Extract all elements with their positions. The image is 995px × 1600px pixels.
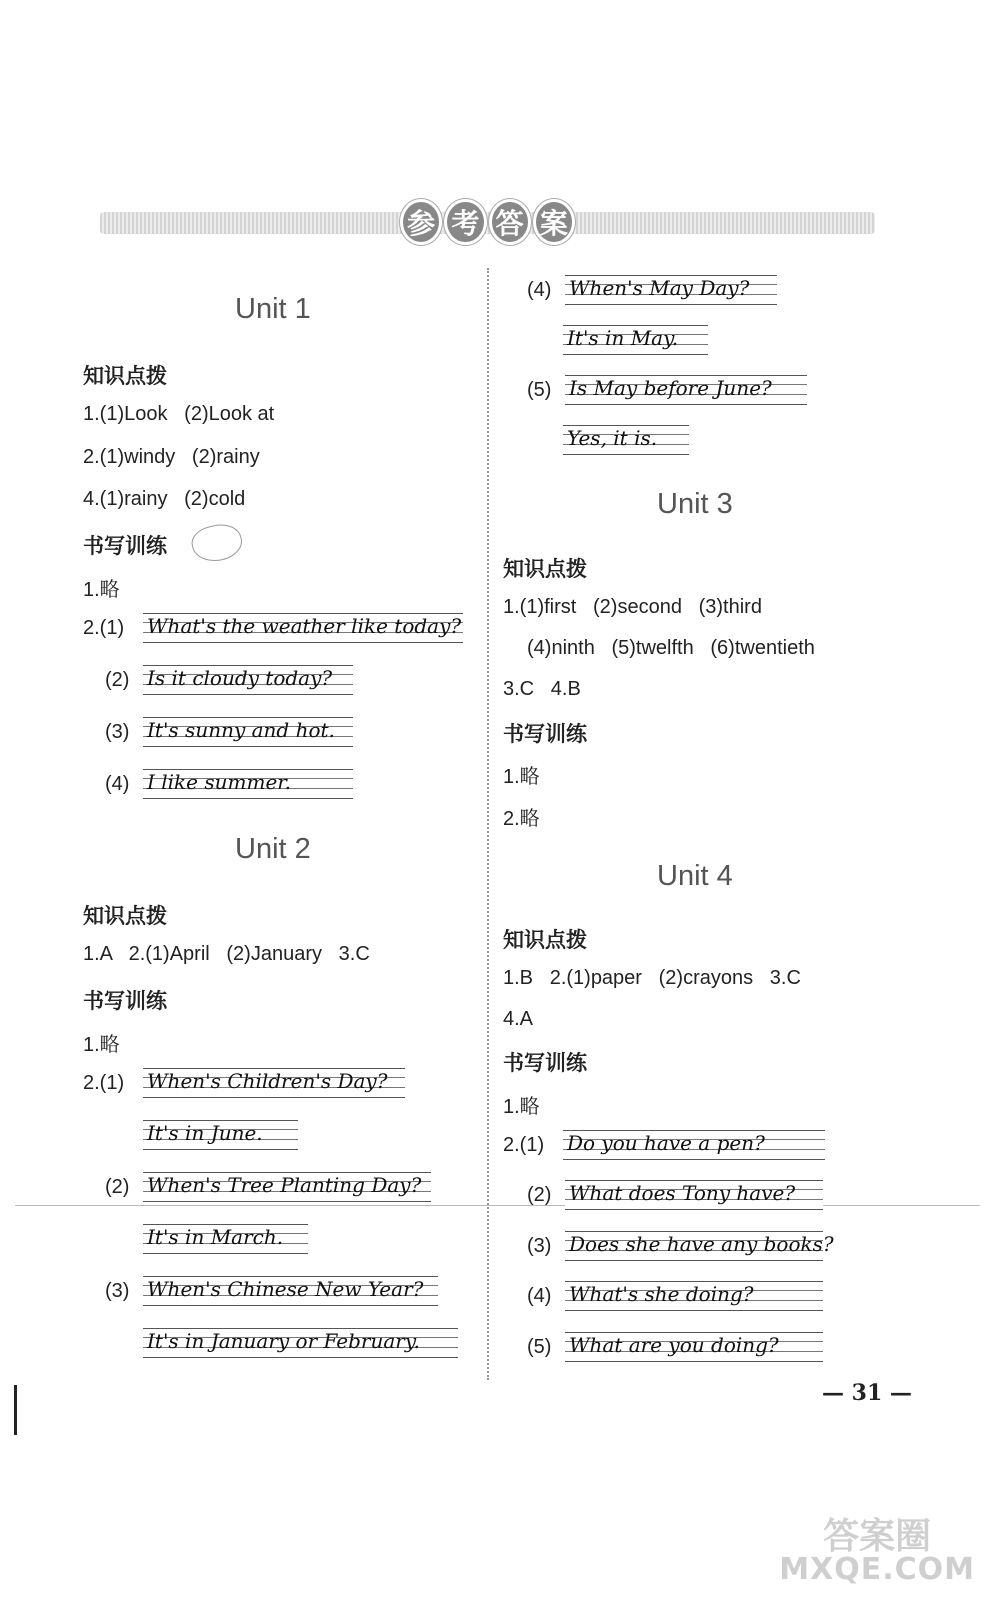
unit-3-section-knowledge: 知识点拨 (503, 557, 587, 581)
handwriting-row (143, 1120, 303, 1150)
column-divider (487, 268, 489, 1380)
item-number: 2.(1) (503, 1134, 545, 1156)
handwritten-answer: I like summer. (147, 770, 291, 794)
handwritten-answer: When's Chinese New Year? (147, 1277, 424, 1301)
unit-1-title: Unit 1 (235, 293, 311, 325)
handwritten-answer: It's in May. (567, 326, 679, 350)
banner-char: 考 (444, 199, 486, 245)
unit-1-line-4: 1.略 (83, 579, 120, 601)
handwritten-answer: Do you have a pen? (567, 1131, 765, 1155)
handwritten-answer: What's she doing? (569, 1282, 754, 1306)
unit-2-title: Unit 2 (235, 833, 311, 865)
unit-3-line-1: 1.(1)first (2)second (3)third (503, 596, 762, 618)
handwriting-row (105, 665, 355, 695)
handwriting-row (83, 613, 468, 643)
handwritten-answer: Is it cloudy today? (147, 666, 333, 690)
item-number: (2) (527, 1184, 552, 1206)
item-number: (3) (527, 1235, 552, 1257)
item-number: (2) (105, 669, 130, 691)
watermark (779, 1516, 975, 1587)
ink-stamp (188, 519, 246, 567)
handwritten-answer: It's sunny and hot. (147, 718, 335, 742)
unit-4-section-knowledge: 知识点拨 (503, 928, 587, 952)
unit-3-line-4: 1.略 (503, 766, 540, 788)
watermark-line-2: MXQE.COM (779, 1552, 975, 1587)
unit-3-line-5: 2.略 (503, 808, 540, 830)
unit-2-line-1: 1.A 2.(1)April (2)January 3.C (83, 943, 370, 965)
page-number: — 31 — (822, 1380, 912, 1406)
unit-4-line-3: 1.略 (503, 1096, 540, 1118)
unit-1-section-knowledge: 知识点拨 (83, 364, 167, 388)
item-number: (4) (527, 279, 552, 301)
unit-4-line-1: 1.B 2.(1)paper (2)crayons 3.C (503, 967, 801, 989)
item-number: (4) (527, 1285, 552, 1307)
handwriting-row (105, 1172, 435, 1202)
handwriting-row (563, 325, 713, 355)
unit-3-title: Unit 3 (657, 488, 733, 520)
unit-1-section-writing: 书写训练 (83, 534, 167, 558)
handwritten-answer: Is May before June? (569, 376, 772, 400)
handwriting-row (143, 1224, 313, 1254)
item-number: (3) (105, 1280, 130, 1302)
unit-4-title: Unit 4 (657, 860, 733, 892)
handwriting-row (83, 1068, 413, 1098)
banner-char: 案 (533, 199, 575, 245)
handwritten-answer: Yes, it is. (567, 426, 658, 450)
unit-1-line-1: 1.(1)Look (2)Look at (83, 403, 275, 425)
handwritten-answer: It's in March. (147, 1225, 284, 1249)
handwriting-row (527, 275, 782, 305)
handwriting-row (105, 1276, 440, 1306)
handwriting-row (527, 1281, 827, 1311)
handwriting-row (503, 1130, 828, 1160)
item-number: (4) (105, 773, 130, 795)
unit-2-line-2: 1.略 (83, 1034, 120, 1056)
handwritten-answer: What does Tony have? (569, 1181, 796, 1205)
handwritten-answer: What's the weather like today? (147, 614, 462, 638)
unit-3-line-3: 3.C 4.B (503, 678, 581, 700)
banner-char: 答 (489, 199, 531, 245)
handwriting-row (527, 1231, 834, 1261)
handwritten-answer: When's May Day? (569, 276, 750, 300)
unit-4-line-2: 4.A (503, 1008, 534, 1030)
unit-3-line-2: (4)ninth (5)twelfth (6)twentieth (527, 637, 815, 659)
unit-3-section-writing: 书写训练 (503, 722, 587, 746)
unit-2-section-writing: 书写训练 (83, 989, 167, 1013)
scan-rule (15, 1205, 980, 1206)
item-number: (3) (105, 721, 130, 743)
handwritten-answer: Does she have any books? (569, 1232, 834, 1256)
banner-char: 参 (400, 199, 442, 245)
handwritten-answer: It's in June. (147, 1121, 263, 1145)
watermark-line-1: 答案圈 (823, 1516, 932, 1557)
unit-1-line-3: 4.(1)rainy (2)cold (83, 488, 246, 510)
handwriting-row (527, 375, 812, 405)
unit-1-line-2: 2.(1)windy (2)rainy (83, 446, 260, 468)
handwritten-answer: When's Tree Planting Day? (147, 1173, 422, 1197)
item-number: 2.(1) (83, 617, 125, 639)
handwriting-row (105, 717, 355, 747)
handwriting-row (527, 1180, 827, 1210)
margin-mark (14, 1385, 17, 1435)
header-banner-title (400, 193, 575, 251)
handwriting-row (527, 1332, 827, 1362)
handwritten-answer: When's Children's Day? (147, 1069, 388, 1093)
item-number: (2) (105, 1176, 130, 1198)
unit-2-section-knowledge: 知识点拨 (83, 904, 167, 928)
handwritten-answer: What are you doing? (569, 1333, 779, 1357)
handwriting-row (563, 425, 693, 455)
item-number: (5) (527, 379, 552, 401)
handwritten-answer: It's in January or February. (147, 1329, 420, 1353)
item-number: (5) (527, 1336, 552, 1358)
unit-4-section-writing: 书写训练 (503, 1051, 587, 1075)
handwriting-row (105, 769, 355, 799)
item-number: 2.(1) (83, 1072, 125, 1094)
handwriting-row (143, 1328, 463, 1358)
